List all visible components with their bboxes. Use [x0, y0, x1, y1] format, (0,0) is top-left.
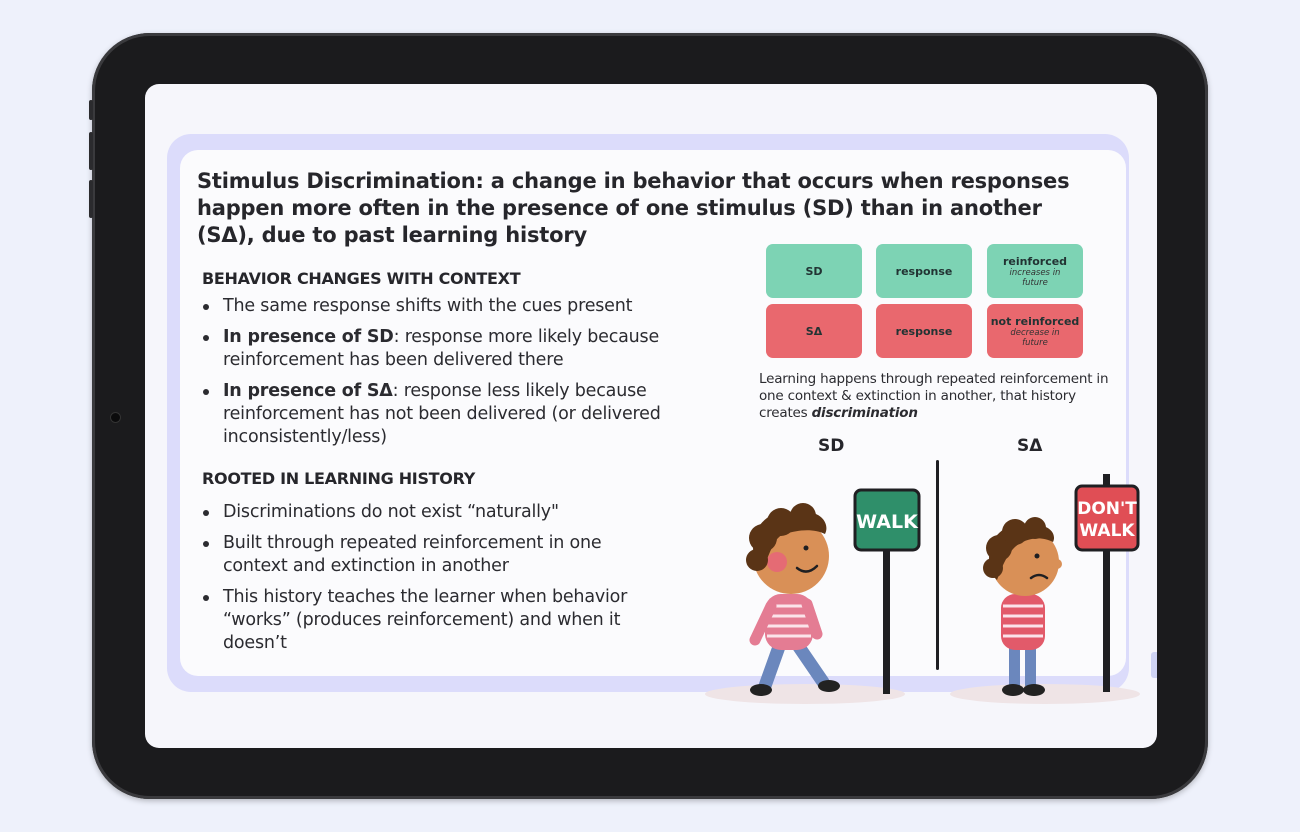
diagram-caption — [759, 371, 1119, 422]
dont-walk-sign-line2: WALK — [1079, 521, 1135, 541]
section-heading-history: ROOTED IN LEARNING HISTORY — [202, 469, 476, 488]
stopped-child-illustration — [945, 464, 1145, 714]
bullet-item — [187, 380, 687, 449]
sd-box — [766, 244, 862, 298]
response-label: response — [895, 264, 953, 278]
not-reinforced-sublabel: decrease in future — [1010, 327, 1060, 348]
bullet-text: The same response shifts with the cues present — [223, 296, 633, 316]
sdelta-box — [766, 304, 862, 358]
bullet-text: Discriminations do not exist “naturally" — [223, 502, 559, 522]
walking-child-illustration — [705, 464, 935, 714]
slide-title: Stimulus Discrimination: a change in behavior that occurs when responses happen more often in the presence of one stimulus (SD) than in another (SΔ), due to past learning history — [197, 169, 1070, 247]
tablet-screen — [145, 84, 1157, 748]
volume-down-button — [89, 180, 93, 218]
volume-button — [89, 100, 93, 120]
bullet-text: Built through repeated reinforcement in one context and extinction in another — [223, 533, 602, 576]
reinforced-box — [987, 244, 1083, 298]
scroll-indicator[interactable] — [1151, 652, 1157, 678]
bullet-item — [187, 501, 657, 524]
bullet-text: This history teaches the learner when behavior “works” (produces reinforcement) and when it doesn’t — [223, 587, 628, 653]
dont-walk-sign-line1: DON'T — [1077, 499, 1137, 519]
sdelta-column-label: SΔ — [1017, 436, 1043, 456]
not-reinforced-label: not reinforced — [990, 314, 1080, 328]
sdelta-label: SΔ — [805, 324, 823, 338]
reinforced-label: reinforced — [1002, 254, 1068, 268]
response-label: response — [895, 324, 953, 338]
volume-up-button — [89, 132, 93, 170]
sd-label: SD — [805, 264, 823, 278]
sd-column-label: SD — [818, 436, 845, 456]
history-bullet-list — [187, 501, 657, 663]
camera-dot — [111, 413, 120, 422]
bullet-bold: In presence of SΔ — [223, 381, 393, 401]
section-heading-context: BEHAVIOR CHANGES WITH CONTEXT — [202, 269, 521, 288]
bullet-text: : response more likely because reinforcement has been delivered there — [223, 327, 660, 370]
bullet-item — [187, 532, 657, 578]
response-box-extinction — [876, 304, 972, 358]
bullet-bold: In presence of SD — [223, 327, 394, 347]
caption-text: Learning happens through repeated reinforcement in one context & extinction in another, that history creates — [759, 371, 1109, 421]
response-box-reinforced — [876, 244, 972, 298]
bullet-item — [187, 586, 657, 655]
walk-sign-text: WALK — [856, 511, 918, 533]
not-reinforced-box — [987, 304, 1083, 358]
bullet-item — [187, 295, 687, 318]
reinforced-sublabel: increases in future — [1009, 267, 1061, 288]
caption-emphasis: discrimination — [811, 405, 918, 421]
context-bullet-list — [187, 295, 687, 457]
bullet-text: : response less likely because reinforcement has not been delivered (or delivered inconsistently/less) — [223, 381, 661, 447]
bullet-item — [187, 326, 687, 372]
column-divider — [936, 460, 939, 670]
